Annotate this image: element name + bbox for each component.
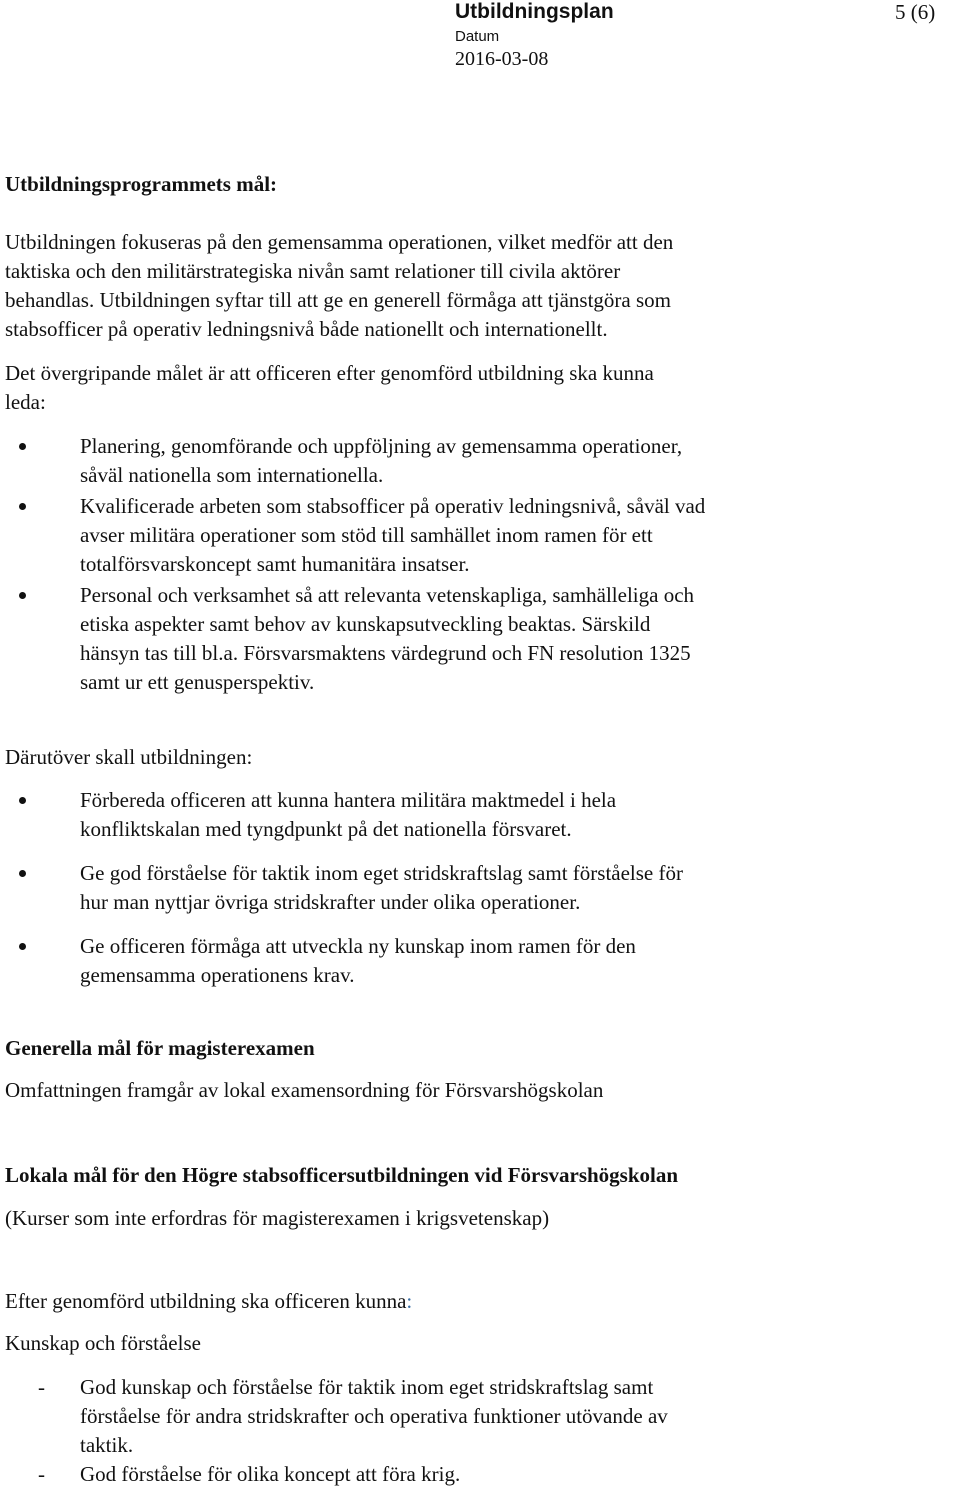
list-item: - God förståelse för olika koncept att föra krig. [5, 1460, 945, 1489]
master-goals-text: Omfattningen framgår av lokal examensordning för Försvarshögskolan [5, 1078, 604, 1102]
intro-line: stabsofficer på operativ ledningsnivå både nationellt och internationellt. [5, 317, 608, 341]
document-date: 2016-03-08 [455, 48, 549, 70]
intro-line: behandlas. Utbildningen syftar till att ge en generell förmåga att tjänstgöra som [5, 288, 671, 312]
bullet-icon [19, 592, 26, 599]
knowledge-list [5, 1373, 945, 1489]
list-item: - God kunskap och förståelse för taktik inom eget stridskraftslag samt förståelse för andra stridskrafter och operativa funktioner utövande av taktik. [38, 1375, 668, 1457]
outcomes-intro: Efter genomförd utbildning ska officeren kunna: [5, 1289, 413, 1313]
master-goals-heading: Generella mål för magisterexamen [5, 1036, 315, 1060]
list-item: Planering, genomförande och uppföljning av gemensamma operationer, såväl nationella som internationella. [5, 432, 945, 490]
knowledge-subheading: Kunskap och förståelse [5, 1331, 201, 1355]
program-goals-heading: Utbildningsprogrammets mål: [5, 172, 278, 196]
bullet-icon [19, 797, 26, 804]
bullet-icon [19, 503, 26, 510]
bullet-icon [19, 870, 26, 877]
local-goals-heading: Lokala mål för den Högre stabsofficersutbildningen vid Försvarshögskolan [5, 1163, 679, 1187]
document-title: Utbildningsplan [455, 0, 614, 23]
additional-goals-intro: Därutöver skall utbildningen: [5, 745, 253, 769]
list-item: Personal och verksamhet så att relevanta vetenskapliga, samhälleliga och etiska aspekter samt behov av kunskapsutveckling beaktas. Särskild hänsyn tas till bl.a. Försvarsmaktens värdegrund och FN resolution 1325 samt ur ett genusperspektiv. [5, 581, 945, 697]
list-item: Ge officeren förmåga att utveckla ny kunskap inom ramen för den gemensamma operationens krav. [5, 932, 945, 990]
additional-goals-list [5, 786, 945, 990]
list-item: Ge god förståelse för taktik inom eget stridskraftslag samt förståelse för hur man nyttjar övriga stridskrafter under olika operationer. [5, 859, 945, 917]
local-goals-subtext: (Kurser som inte erfordras för magisterexamen i krigsvetenskap) [5, 1206, 550, 1230]
dash-icon: - [38, 1462, 45, 1486]
bullet-icon [19, 443, 26, 450]
intro-line: Utbildningen fokuseras på den gemensamma operationen, vilket medför att den [5, 230, 674, 254]
dash-icon: - [38, 1375, 45, 1399]
intro-colon: : [406, 1289, 413, 1313]
intro-paragraph [5, 228, 945, 344]
list-item: Förbereda officeren att kunna hantera militära maktmedel i hela konfliktskalan med tyngdpunkt på det nationella försvaret. [5, 786, 945, 844]
goal-bullet-list [5, 432, 945, 697]
goal-paragraph [5, 359, 945, 417]
bullet-icon [19, 943, 26, 950]
goal-line: leda: [5, 390, 46, 414]
list-item: Kvalificerade arbeten som stabsofficer på operativ ledningsnivå, såväl vad avser militära operationer som stöd till samhället inom ramen för ett totalförsvarskoncept samt humanitära insatser. [5, 492, 945, 579]
date-label: Datum [455, 28, 500, 45]
intro-line: taktiska och den militärstrategiska nivån samt relationer till civila aktörer [5, 259, 621, 283]
page-number: 5 (6) [895, 0, 936, 24]
goal-line: Det övergripande målet är att officeren efter genomförd utbildning ska kunna [5, 361, 654, 385]
